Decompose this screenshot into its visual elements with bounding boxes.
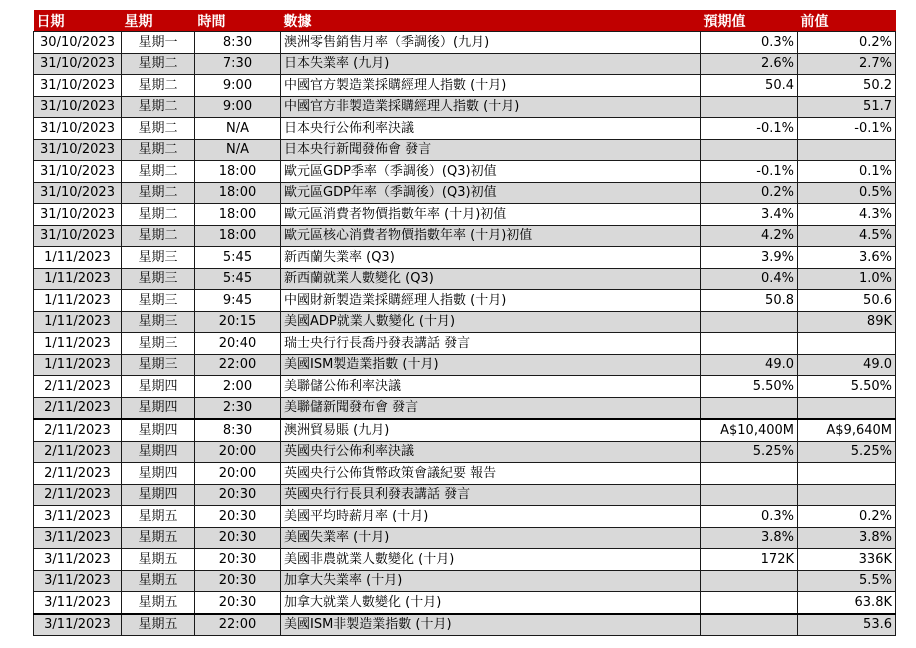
time-cell: 20:30	[195, 527, 281, 549]
weekday-cell: 星期二	[122, 118, 195, 140]
table-row	[34, 419, 896, 441]
item-cell: 新西蘭失業率 (Q3)	[281, 247, 701, 269]
forecast-cell	[701, 463, 798, 485]
previous-cell: 336K	[798, 549, 896, 571]
table-row	[34, 182, 896, 204]
date-cell: 31/10/2023	[34, 225, 122, 247]
table-row	[34, 204, 896, 226]
header-weekday: 星期	[122, 10, 195, 32]
table-row	[34, 527, 896, 549]
table-row	[34, 225, 896, 247]
previous-cell: 63.8K	[798, 592, 896, 614]
weekday-cell: 星期五	[122, 570, 195, 592]
time-cell: 20:00	[195, 441, 281, 463]
table-row	[34, 592, 896, 614]
date-cell: 2/11/2023	[34, 463, 122, 485]
previous-cell: 51.7	[798, 96, 896, 118]
header-forecast: 預期值	[701, 10, 798, 32]
time-cell: N/A	[195, 118, 281, 140]
weekday-cell: 星期一	[122, 32, 195, 54]
table-row	[34, 53, 896, 75]
forecast-cell: 50.8	[701, 290, 798, 312]
time-cell: 18:00	[195, 161, 281, 183]
date-cell: 31/10/2023	[34, 182, 122, 204]
weekday-cell: 星期二	[122, 96, 195, 118]
date-cell: 2/11/2023	[34, 419, 122, 441]
time-cell: 9:45	[195, 290, 281, 312]
table-row	[34, 290, 896, 312]
previous-cell: 50.2	[798, 75, 896, 97]
previous-cell: 5.25%	[798, 441, 896, 463]
previous-cell	[798, 484, 896, 506]
previous-cell	[798, 333, 896, 355]
weekday-cell: 星期四	[122, 376, 195, 398]
time-cell: 18:00	[195, 204, 281, 226]
forecast-cell: 3.4%	[701, 204, 798, 226]
forecast-cell	[701, 139, 798, 161]
item-cell: 日本央行新聞發佈會 發言	[281, 139, 701, 161]
previous-cell: 1.0%	[798, 268, 896, 290]
time-cell: 9:00	[195, 96, 281, 118]
date-cell: 30/10/2023	[34, 32, 122, 54]
table-header-row	[34, 10, 896, 32]
time-cell: 18:00	[195, 182, 281, 204]
table-row	[34, 376, 896, 398]
forecast-cell	[701, 484, 798, 506]
item-cell: 美聯儲新聞發布會 發言	[281, 397, 701, 419]
time-cell: 22:00	[195, 354, 281, 376]
date-cell: 2/11/2023	[34, 484, 122, 506]
time-cell: 8:30	[195, 32, 281, 54]
table-row	[34, 441, 896, 463]
item-cell: 歐元區GDP季率（季調後）(Q3)初值	[281, 161, 701, 183]
table-row	[34, 397, 896, 419]
weekday-cell: 星期五	[122, 592, 195, 614]
forecast-cell: 49.0	[701, 354, 798, 376]
weekday-cell: 星期四	[122, 463, 195, 485]
table-row	[34, 333, 896, 355]
weekday-cell: 星期二	[122, 204, 195, 226]
item-cell: 日本央行公佈利率決議	[281, 118, 701, 140]
weekday-cell: 星期二	[122, 161, 195, 183]
forecast-cell	[701, 333, 798, 355]
table-row	[34, 570, 896, 592]
previous-cell	[798, 463, 896, 485]
item-cell: 中國官方非製造業採購經理人指數 (十月)	[281, 96, 701, 118]
item-cell: 瑞士央行行長喬丹發表講話 發言	[281, 333, 701, 355]
item-cell: 美聯儲公佈利率決議	[281, 376, 701, 398]
time-cell: 5:45	[195, 268, 281, 290]
item-cell: 中國財新製造業採購經理人指數 (十月)	[281, 290, 701, 312]
previous-cell: 50.6	[798, 290, 896, 312]
table-row	[34, 96, 896, 118]
previous-cell	[798, 397, 896, 419]
table-row	[34, 139, 896, 161]
forecast-cell	[701, 592, 798, 614]
time-cell: 2:00	[195, 376, 281, 398]
time-cell: 20:00	[195, 463, 281, 485]
item-cell: 歐元區GDP年率（季調後）(Q3)初值	[281, 182, 701, 204]
forecast-cell: 5.50%	[701, 376, 798, 398]
time-cell: 20:30	[195, 549, 281, 571]
time-cell: 20:15	[195, 311, 281, 333]
forecast-cell	[701, 397, 798, 419]
time-cell: N/A	[195, 139, 281, 161]
forecast-cell	[701, 96, 798, 118]
date-cell: 31/10/2023	[34, 161, 122, 183]
time-cell: 22:00	[195, 614, 281, 636]
date-cell: 1/11/2023	[34, 268, 122, 290]
item-cell: 新西蘭就業人數變化 (Q3)	[281, 268, 701, 290]
forecast-cell: 2.6%	[701, 53, 798, 75]
item-cell: 中國官方製造業採購經理人指數 (十月)	[281, 75, 701, 97]
item-cell: 加拿大失業率 (十月)	[281, 570, 701, 592]
date-cell: 31/10/2023	[34, 118, 122, 140]
weekday-cell: 星期三	[122, 354, 195, 376]
date-cell: 31/10/2023	[34, 204, 122, 226]
time-cell: 20:30	[195, 570, 281, 592]
previous-cell	[798, 139, 896, 161]
table-row	[34, 549, 896, 571]
weekday-cell: 星期二	[122, 53, 195, 75]
forecast-cell: -0.1%	[701, 118, 798, 140]
weekday-cell: 星期二	[122, 182, 195, 204]
previous-cell: 0.2%	[798, 506, 896, 528]
forecast-cell: 0.3%	[701, 32, 798, 54]
forecast-cell: 50.4	[701, 75, 798, 97]
date-cell: 2/11/2023	[34, 397, 122, 419]
time-cell: 9:00	[195, 75, 281, 97]
economic-calendar-table	[33, 10, 896, 636]
item-cell: 澳洲零售銷售月率（季調後）(九月)	[281, 32, 701, 54]
forecast-cell: 4.2%	[701, 225, 798, 247]
header-time: 時間	[195, 10, 281, 32]
item-cell: 澳洲貿易賬 (九月)	[281, 419, 701, 441]
weekday-cell: 星期四	[122, 397, 195, 419]
table-row	[34, 75, 896, 97]
previous-cell: 5.50%	[798, 376, 896, 398]
weekday-cell: 星期四	[122, 419, 195, 441]
date-cell: 3/11/2023	[34, 614, 122, 636]
forecast-cell	[701, 311, 798, 333]
forecast-cell: 5.25%	[701, 441, 798, 463]
item-cell: 歐元區消費者物價指數年率 (十月)初值	[281, 204, 701, 226]
table-row	[34, 161, 896, 183]
time-cell: 18:00	[195, 225, 281, 247]
date-cell: 3/11/2023	[34, 570, 122, 592]
date-cell: 1/11/2023	[34, 333, 122, 355]
table-body	[34, 32, 896, 636]
previous-cell: 53.6	[798, 614, 896, 636]
forecast-cell: 3.8%	[701, 527, 798, 549]
item-cell: 英國央行公佈利率決議	[281, 441, 701, 463]
item-cell: 美國非農就業人數變化 (十月)	[281, 549, 701, 571]
time-cell: 2:30	[195, 397, 281, 419]
date-cell: 1/11/2023	[34, 354, 122, 376]
weekday-cell: 星期三	[122, 247, 195, 269]
forecast-cell	[701, 614, 798, 636]
previous-cell: 3.8%	[798, 527, 896, 549]
item-cell: 美國ISM製造業指數 (十月)	[281, 354, 701, 376]
previous-cell: 4.5%	[798, 225, 896, 247]
date-cell: 3/11/2023	[34, 592, 122, 614]
previous-cell: 5.5%	[798, 570, 896, 592]
date-cell: 31/10/2023	[34, 139, 122, 161]
item-cell: 日本失業率 (九月)	[281, 53, 701, 75]
table-row	[34, 484, 896, 506]
table-row	[34, 247, 896, 269]
table-row	[34, 268, 896, 290]
forecast-cell	[701, 570, 798, 592]
date-cell: 31/10/2023	[34, 53, 122, 75]
date-cell: 31/10/2023	[34, 75, 122, 97]
weekday-cell: 星期五	[122, 527, 195, 549]
time-cell: 20:30	[195, 506, 281, 528]
weekday-cell: 星期二	[122, 139, 195, 161]
date-cell: 2/11/2023	[34, 376, 122, 398]
weekday-cell: 星期五	[122, 614, 195, 636]
time-cell: 20:30	[195, 484, 281, 506]
table-row	[34, 506, 896, 528]
time-cell: 8:30	[195, 419, 281, 441]
weekday-cell: 星期三	[122, 268, 195, 290]
previous-cell: 0.1%	[798, 161, 896, 183]
previous-cell: 0.2%	[798, 32, 896, 54]
header-previous: 前值	[798, 10, 896, 32]
header-date: 日期	[34, 10, 122, 32]
previous-cell: 3.6%	[798, 247, 896, 269]
date-cell: 3/11/2023	[34, 527, 122, 549]
previous-cell: 4.3%	[798, 204, 896, 226]
time-cell: 20:40	[195, 333, 281, 355]
weekday-cell: 星期三	[122, 311, 195, 333]
item-cell: 加拿大就業人數變化 (十月)	[281, 592, 701, 614]
item-cell: 英國央行行長貝利發表講話 發言	[281, 484, 701, 506]
forecast-cell: 172K	[701, 549, 798, 571]
date-cell: 1/11/2023	[34, 247, 122, 269]
item-cell: 美國失業率 (十月)	[281, 527, 701, 549]
date-cell: 1/11/2023	[34, 290, 122, 312]
date-cell: 1/11/2023	[34, 311, 122, 333]
weekday-cell: 星期三	[122, 333, 195, 355]
previous-cell: 2.7%	[798, 53, 896, 75]
weekday-cell: 星期四	[122, 441, 195, 463]
item-cell: 英國央行公佈貨幣政策會議紀要 報告	[281, 463, 701, 485]
date-cell: 3/11/2023	[34, 549, 122, 571]
weekday-cell: 星期五	[122, 549, 195, 571]
weekday-cell: 星期二	[122, 75, 195, 97]
item-cell: 歐元區核心消費者物價指數年率 (十月)初值	[281, 225, 701, 247]
table-row	[34, 311, 896, 333]
item-cell: 美國ADP就業人數變化 (十月)	[281, 311, 701, 333]
time-cell: 7:30	[195, 53, 281, 75]
forecast-cell: 0.2%	[701, 182, 798, 204]
forecast-cell: -0.1%	[701, 161, 798, 183]
table-row	[34, 614, 896, 636]
table-row	[34, 118, 896, 140]
table-row	[34, 32, 896, 54]
weekday-cell: 星期四	[122, 484, 195, 506]
previous-cell: 0.5%	[798, 182, 896, 204]
previous-cell: 89K	[798, 311, 896, 333]
table-row	[34, 463, 896, 485]
date-cell: 31/10/2023	[34, 96, 122, 118]
time-cell: 20:30	[195, 592, 281, 614]
forecast-cell: 0.3%	[701, 506, 798, 528]
weekday-cell: 星期三	[122, 290, 195, 312]
forecast-cell: 0.4%	[701, 268, 798, 290]
previous-cell: -0.1%	[798, 118, 896, 140]
item-cell: 美國ISM非製造業指數 (十月)	[281, 614, 701, 636]
table-row	[34, 354, 896, 376]
weekday-cell: 星期五	[122, 506, 195, 528]
header-item: 數據	[281, 10, 701, 32]
time-cell: 5:45	[195, 247, 281, 269]
previous-cell: A$9,640M	[798, 419, 896, 441]
forecast-cell: A$10,400M	[701, 419, 798, 441]
forecast-cell: 3.9%	[701, 247, 798, 269]
date-cell: 3/11/2023	[34, 506, 122, 528]
date-cell: 2/11/2023	[34, 441, 122, 463]
weekday-cell: 星期二	[122, 225, 195, 247]
previous-cell: 49.0	[798, 354, 896, 376]
item-cell: 美國平均時薪月率 (十月)	[281, 506, 701, 528]
